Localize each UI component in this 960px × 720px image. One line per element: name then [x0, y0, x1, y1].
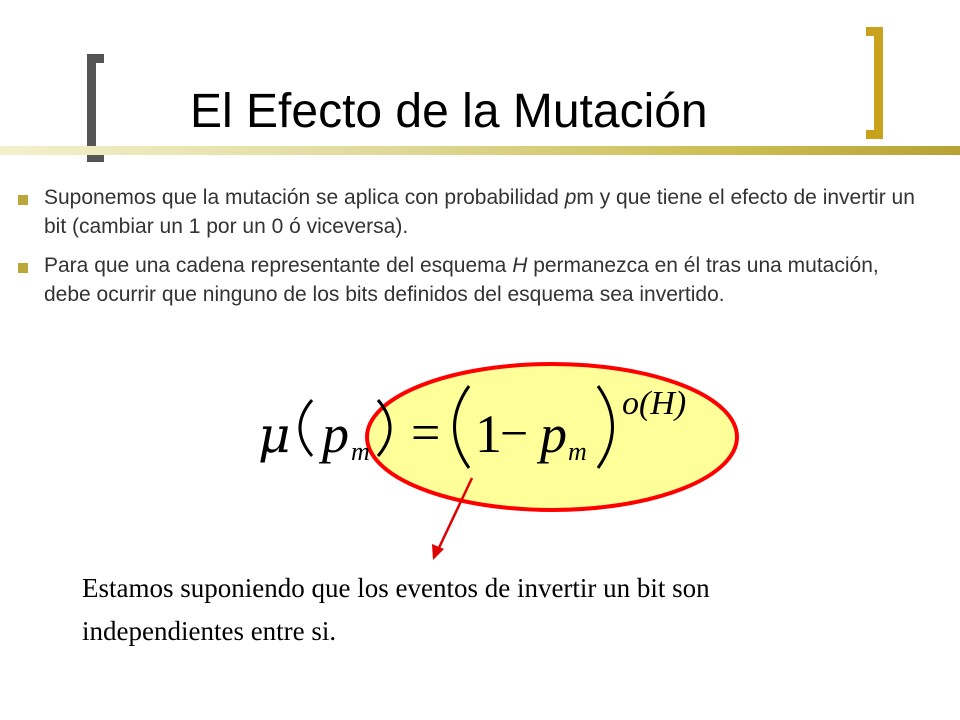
bullet-text-segment: permanezca en él tras una mutación, debe ocurrir que ninguno de los bits definidos del esquema sea invertido.: [44, 254, 879, 306]
bullet-text-segment: Para que una cadena representante del esquema: [44, 254, 513, 277]
formula-p: p: [540, 404, 567, 464]
arrow-head-icon: [432, 544, 444, 560]
formula-equals: =: [411, 405, 441, 462]
formula-mu: μ: [258, 406, 291, 464]
bullet-text-segment: m y que tiene el efecto de invertir un bit (cambiar un 1 por un 0 ó viceversa).: [44, 186, 915, 238]
formula-paren-left: [300, 400, 312, 456]
slide-title: El Efecto de la Mutación: [190, 85, 708, 138]
formula-one: 1: [475, 404, 502, 464]
bullet-text-italic: H: [512, 254, 528, 277]
formula-sub-m: m: [568, 437, 587, 466]
formula-minus: −: [500, 405, 529, 461]
bullet-text-italic: p: [564, 186, 577, 209]
formula-sub-m: m: [351, 437, 370, 466]
formula-p: p: [322, 404, 349, 464]
formula-exponent: o(H): [622, 385, 687, 422]
explanation-note: Estamos suponiendo que los eventos de invertir un bit son independientes entre si.: [82, 573, 710, 646]
bullet-text-segment: Suponemos que la mutación se aplica con probabilidad: [44, 186, 565, 209]
